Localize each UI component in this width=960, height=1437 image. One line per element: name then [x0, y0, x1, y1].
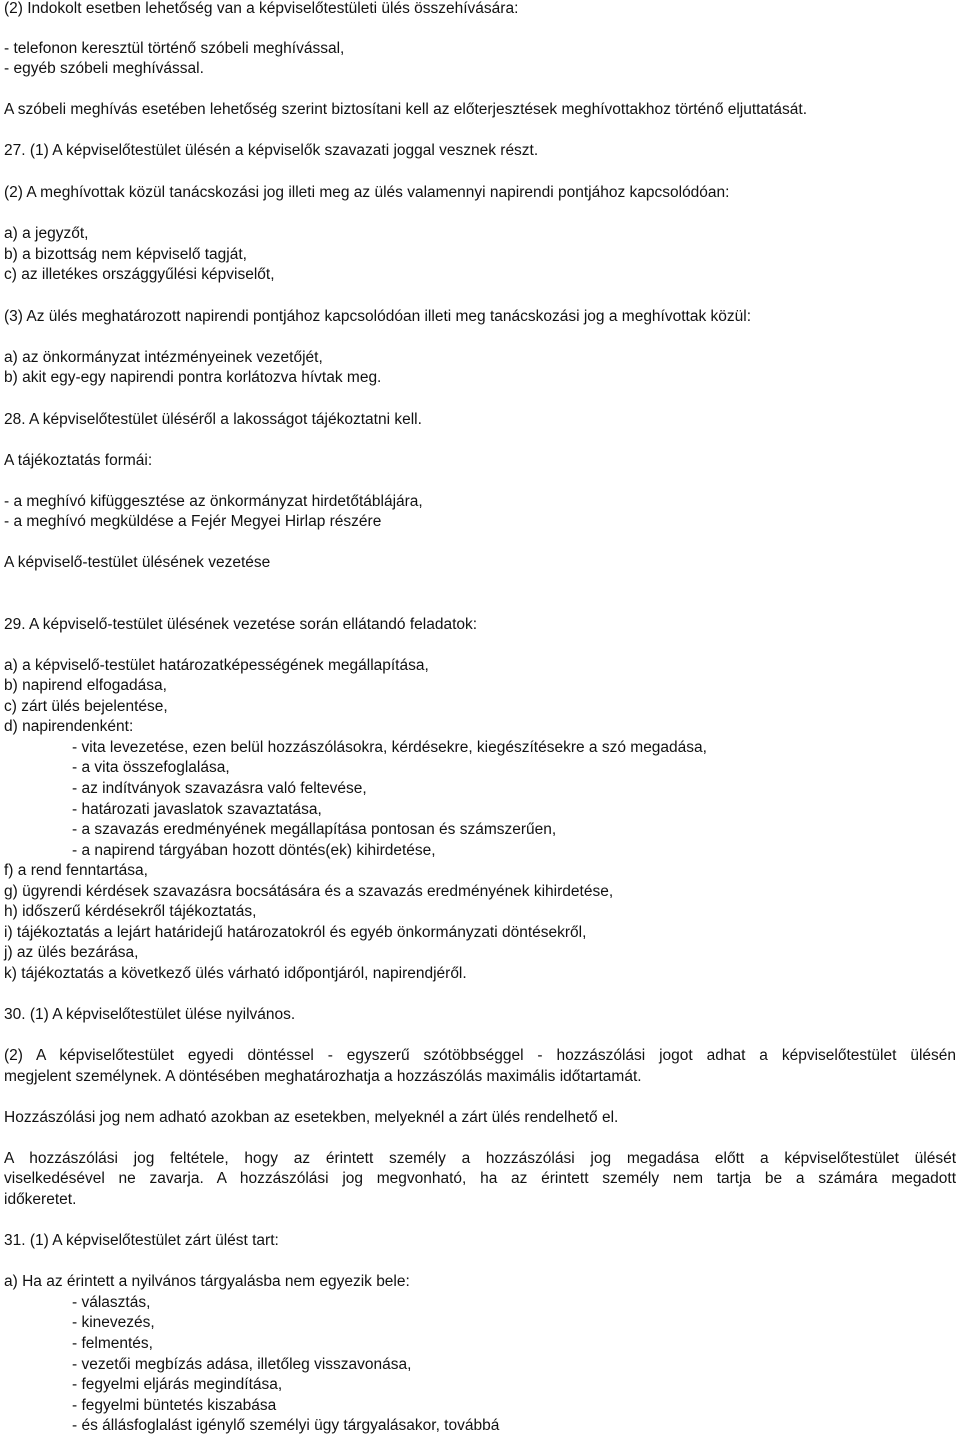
list-item: a) Ha az érintett a nyilvános tárgyalásba nem egyezik bele:: [4, 1273, 410, 1290]
paragraph-line: megjelent személynek. A döntésében meghatározhatja a hozzászólás maximális időtartamát.: [4, 1068, 642, 1085]
sub-list-item: - a napirend tárgyában hozott döntés(ek) kihirdetése,: [72, 842, 436, 859]
paragraph-line: viselkedésével ne zavarja. A hozzászólási jog megvonható, ha az érintett személy nem tartja be a számára megadott: [4, 1170, 956, 1187]
list-item: c) az illetékes országgyűlési képviselőt,: [4, 266, 275, 283]
sub-list-item: - vezetői megbízás adása, illetőleg visszavonása,: [72, 1356, 412, 1373]
section-heading: 28. A képviselőtestület üléséről a lakosságot tájékoztatni kell.: [4, 411, 422, 428]
paragraph-line: (3) Az ülés meghatározott napirendi pontjához kapcsolódóan illeti meg tanácskozási jog a meghívottak közül:: [4, 308, 752, 325]
list-item: a) a jegyzőt,: [4, 225, 89, 242]
paragraph-line: (2) A meghívottak közül tanácskozási jog illeti meg az ülés valamennyi napirendi pontjához kapcsolódóan:: [4, 184, 730, 201]
section-heading: 27. (1) A képviselőtestület ülésén a képviselők szavazati joggal vesznek részt.: [4, 142, 539, 159]
paragraph-line: A tájékoztatás formái:: [4, 452, 153, 469]
paragraph-line: A hozzászólási jog feltétele, hogy az érintett személy a hozzászólási jog megadása előtt a képviselőtestület ülését: [4, 1150, 956, 1167]
list-item: j) az ülés bezárása,: [4, 944, 139, 961]
sub-list-item: - határozati javaslatok szavaztatása,: [72, 801, 322, 818]
list-item: c) zárt ülés bejelentése,: [4, 698, 168, 715]
sub-list-item: - a vita összefoglalása,: [72, 759, 230, 776]
list-item: a) az önkormányzat intézményeinek vezetőjét,: [4, 349, 323, 366]
section-heading: 29. A képviselő-testület ülésének vezetése során ellátandó feladatok:: [4, 616, 478, 633]
list-item: d) napirendenként:: [4, 718, 134, 735]
sub-list-item: - választás,: [72, 1294, 151, 1311]
list-item: - telefonon keresztül történő szóbeli meghívással,: [4, 40, 345, 57]
list-item: h) időszerű kérdésekről tájékoztatás,: [4, 903, 257, 920]
paragraph-line: (2) Indokolt esetben lehetőség van a képviselőtestületi ülés összehívására:: [4, 0, 519, 17]
subsection-title: A képviselő-testület ülésének vezetése: [4, 554, 271, 571]
list-item: - egyéb szóbeli meghívással.: [4, 60, 204, 77]
paragraph-line: (2) A képviselőtestület egyedi döntéssel - egyszerű szótöbbséggel - hozzászólási jogot adhat a képviselőtestület ülésén: [4, 1047, 956, 1064]
list-item: b) a bizottság nem képviselő tagját,: [4, 246, 247, 263]
sub-list-item: - felmentés,: [72, 1335, 153, 1352]
sub-list-item: - vita levezetése, ezen belül hozzászólásokra, kérdésekre, kiegészítésekre a szó megadása,: [72, 739, 707, 756]
paragraph-line: A szóbeli meghívás esetében lehetőség szerint biztosítani kell az előterjesztések meghívottakhoz történő eljuttatását.: [4, 101, 808, 118]
sub-list-item: - a szavazás eredményének megállapítása pontosan és számszerűen,: [72, 821, 557, 838]
paragraph-line: időkeretet.: [4, 1191, 77, 1208]
sub-list-item: - kinevezés,: [72, 1314, 155, 1331]
list-item: f) a rend fenntartása,: [4, 862, 148, 879]
section-heading: 30. (1) A képviselőtestület ülése nyilvános.: [4, 1006, 296, 1023]
list-item: a) a képviselő-testület határozatképességének megállapítása,: [4, 657, 429, 674]
sub-list-item: - fegyelmi büntetés kiszabása: [72, 1397, 277, 1414]
list-item: - a meghívó megküldése a Fejér Megyei Hirlap részére: [4, 513, 382, 530]
sub-list-item: - és állásfoglalást igénylő személyi ügy tárgyalásakor, továbbá: [72, 1417, 500, 1434]
list-item: b) akit egy-egy napirendi pontra korlátozva hívtak meg.: [4, 369, 382, 386]
list-item: k) tájékoztatás a következő ülés várható időpontjáról, napirendjéről.: [4, 965, 467, 982]
section-heading: 31. (1) A képviselőtestület zárt ülést tart:: [4, 1232, 279, 1249]
list-item: - a meghívó kifüggesztése az önkormányzat hirdetőtáblájára,: [4, 493, 423, 510]
list-item: g) ügyrendi kérdések szavazásra bocsátására és a szavazás eredményének kihirdetése,: [4, 883, 614, 900]
sub-list-item: - fegyelmi eljárás megindítása,: [72, 1376, 283, 1393]
sub-list-item: - az indítványok szavazásra való feltevése,: [72, 780, 367, 797]
paragraph-line: Hozzászólási jog nem adható azokban az esetekben, melyeknél a zárt ülés rendelhető el.: [4, 1109, 619, 1126]
list-item: b) napirend elfogadása,: [4, 677, 167, 694]
list-item: i) tájékoztatás a lejárt határidejű határozatokról és egyéb önkormányzati döntésekről,: [4, 924, 587, 941]
